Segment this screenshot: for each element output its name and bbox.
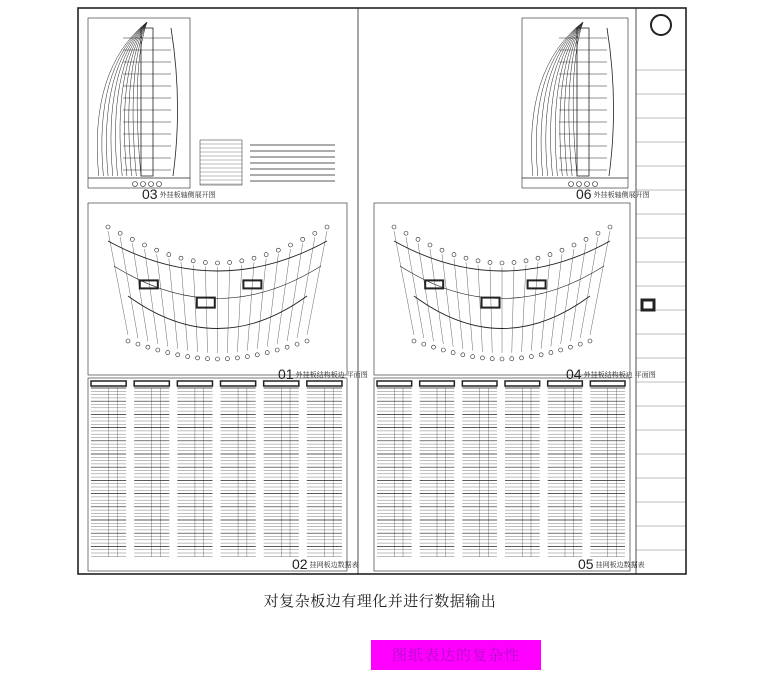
radial-grid-line: [541, 259, 550, 349]
grid-bubble: [143, 243, 147, 247]
grid-bubble: [608, 225, 612, 229]
radial-grid-line: [561, 249, 574, 344]
radial-grid-line: [257, 259, 266, 349]
table-header: [420, 381, 455, 386]
facade-curve: [536, 22, 583, 176]
grid-bubble: [133, 182, 138, 187]
grid-bubble: [451, 351, 455, 355]
grid-bubble: [578, 342, 582, 346]
radial-grid-line: [205, 266, 207, 352]
grid-bubble: [179, 256, 183, 260]
facade-curve: [102, 22, 147, 176]
facade-curve: [115, 22, 147, 176]
facade-curve: [551, 22, 583, 176]
plan-label-01: 01 外挂板结构板边 平面图: [278, 366, 368, 382]
grid-bubble: [285, 345, 289, 349]
grid-bubble: [452, 253, 456, 257]
grid-bubble: [572, 243, 576, 247]
grid-bubble: [240, 259, 244, 263]
facade-curve: [111, 22, 147, 176]
data-table-frame: [374, 378, 630, 571]
elevation-label-06: 06 外挂板轴侧展开图: [576, 186, 650, 202]
grid-bubble: [441, 348, 445, 352]
grid-bubble: [203, 260, 207, 264]
grid-bubble: [569, 182, 574, 187]
radial-grid-line: [442, 254, 453, 346]
radial-grid-line: [227, 266, 229, 352]
grid-bubble: [325, 225, 329, 229]
grid-bubble: [235, 356, 239, 360]
radial-grid-line: [406, 237, 424, 338]
logo-icon: [651, 15, 671, 35]
grid-bubble: [549, 351, 553, 355]
grid-bubble: [512, 260, 516, 264]
grid-bubble: [206, 357, 210, 361]
radial-grid-line: [551, 254, 562, 346]
grid-bubble: [275, 348, 279, 352]
table-header: [91, 381, 126, 386]
grid-bubble: [305, 339, 309, 343]
plan-curve: [394, 241, 610, 271]
notes-table: [200, 140, 242, 185]
grid-bubble: [510, 357, 514, 361]
grid-bubble: [588, 339, 592, 343]
grid-bubble: [432, 345, 436, 349]
radial-grid-line: [522, 265, 526, 352]
radial-grid-line: [580, 237, 598, 338]
radial-grid-line: [237, 265, 241, 352]
grid-bubble: [404, 231, 408, 235]
title-block: [636, 8, 686, 574]
drawing-complexity-button[interactable]: 图纸表达的复杂性: [371, 640, 541, 670]
grid-bubble: [471, 355, 475, 359]
grid-bubble: [289, 243, 293, 247]
facade-curve: [607, 28, 614, 176]
logo-mark: [642, 300, 654, 310]
grid-bubble: [392, 225, 396, 229]
table-header: [462, 381, 497, 386]
tag: [482, 298, 500, 308]
table-label-02: 02 挂网板边数据表: [292, 556, 359, 572]
grid-bubble: [440, 248, 444, 252]
data-table-frame: [88, 378, 347, 571]
facade-curve: [564, 22, 583, 176]
facade-curve: [573, 22, 583, 176]
grid-bubble: [245, 355, 249, 359]
tag: [197, 298, 215, 308]
grid-bubble: [560, 248, 564, 252]
grid-bubble: [488, 260, 492, 264]
grid-bubble: [118, 231, 122, 235]
grid-bubble: [228, 260, 232, 264]
plan-curve: [108, 241, 327, 271]
grid-bubble: [480, 356, 484, 360]
plan-label-04: 04 外挂板结构板边 平面图: [566, 366, 656, 382]
radial-grid-line: [277, 249, 290, 344]
facade-curve: [124, 22, 147, 176]
grid-bubble: [126, 339, 130, 343]
grid-bubble: [461, 353, 465, 357]
radial-grid-line: [247, 262, 254, 350]
facade-curve: [137, 22, 147, 176]
grid-bubble: [313, 231, 317, 235]
grid-bubble: [136, 342, 140, 346]
radial-grid-line: [531, 262, 538, 350]
grid-bubble: [584, 237, 588, 241]
grid-bubble: [264, 253, 268, 257]
grid-bubble: [106, 225, 110, 229]
grid-bubble: [476, 259, 480, 263]
grid-bubble: [167, 253, 171, 257]
elevation-frame: [522, 18, 628, 188]
grid-bubble: [276, 248, 280, 252]
grid-bubble: [536, 256, 540, 260]
grid-bubble: [146, 345, 150, 349]
grid-bubble: [524, 259, 528, 263]
grid-bubble: [301, 237, 305, 241]
radial-grid-line: [512, 266, 514, 352]
table-header: [177, 381, 212, 386]
grid-bubble: [191, 259, 195, 263]
grid-bubble: [130, 237, 134, 241]
grid-bubble: [464, 256, 468, 260]
grid-bubble: [548, 253, 552, 257]
radial-grid-line: [430, 249, 443, 344]
grid-bubble: [539, 353, 543, 357]
grid-bubble: [216, 357, 220, 361]
grid-bubble: [500, 261, 504, 265]
grid-bubble: [255, 353, 259, 357]
grid-bubble: [596, 231, 600, 235]
grid-bubble: [166, 351, 170, 355]
radial-grid-line: [157, 254, 168, 346]
facade-curve: [569, 22, 583, 176]
radial-grid-line: [490, 266, 492, 352]
table-label-05: 05 挂网板边数据表: [578, 556, 645, 572]
facade-curve: [171, 28, 178, 176]
table-header: [505, 381, 540, 386]
facade-curve: [133, 22, 147, 176]
grid-bubble: [416, 237, 420, 241]
facade-curve: [129, 22, 147, 176]
radial-grid-line: [267, 254, 278, 346]
grid-bubble: [196, 356, 200, 360]
elevation-label-03: 03 外挂板轴侧展开图: [142, 186, 216, 202]
radial-grid-line: [466, 262, 473, 350]
table-header: [377, 381, 412, 386]
grid-bubble: [265, 351, 269, 355]
grid-bubble: [568, 345, 572, 349]
grid-bubble: [186, 355, 190, 359]
radial-grid-line: [297, 237, 315, 338]
caption: 对复杂板边有理化并进行数据输出: [263, 592, 497, 610]
radial-grid-line: [120, 237, 138, 338]
grid-bubble: [176, 353, 180, 357]
table-header: [134, 381, 169, 386]
grid-bubble: [428, 243, 432, 247]
grid-bubble: [155, 248, 159, 252]
radial-grid-line: [169, 259, 178, 349]
radial-grid-line: [181, 262, 188, 350]
grid-bubble: [500, 357, 504, 361]
grid-bubble: [252, 256, 256, 260]
table-header: [221, 381, 256, 386]
grid-bubble: [490, 357, 494, 361]
grid-bubble: [225, 357, 229, 361]
grid-bubble: [295, 342, 299, 346]
facade-curve: [560, 22, 583, 176]
grid-bubble: [216, 261, 220, 265]
grid-bubble: [559, 348, 563, 352]
grid-bubble: [529, 355, 533, 359]
grid-bubble: [422, 342, 426, 346]
grid-bubble: [412, 339, 416, 343]
grid-bubble: [156, 348, 160, 352]
grid-bubble: [520, 356, 524, 360]
radial-grid-line: [454, 259, 463, 349]
radial-grid-line: [145, 249, 158, 344]
sheet-border: [78, 8, 686, 574]
